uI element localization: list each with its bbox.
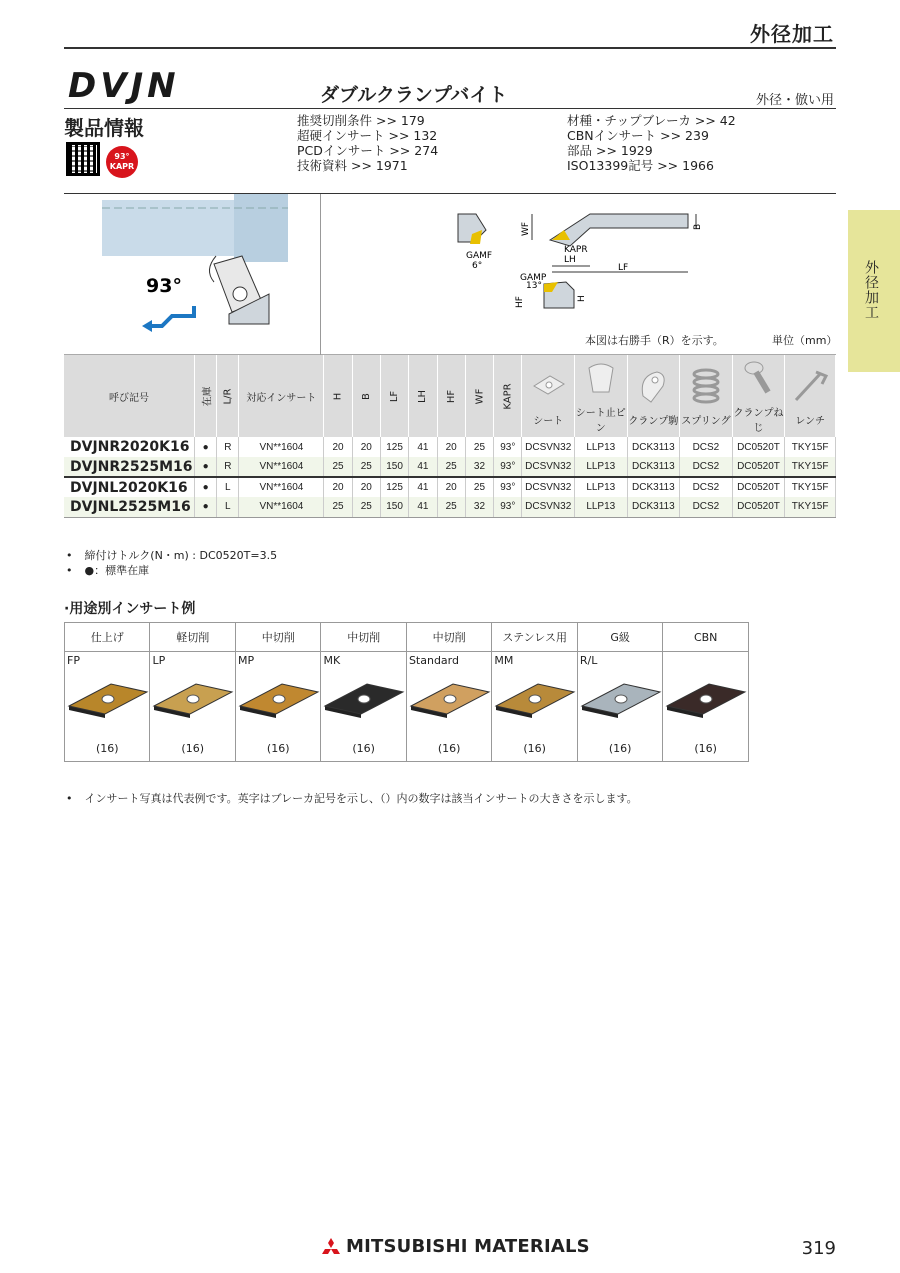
th-lf: LF [380,355,408,437]
note-stock: • ●：標準在庫 [66,563,277,578]
insert-hole [233,287,247,301]
insert-size: (16) [694,742,717,755]
link-carbide-inserts[interactable]: 超硬インサート >> 132 [297,128,438,143]
table-cell: DC0520T [732,497,785,517]
insert-size: (16) [523,742,546,755]
header-rule [64,47,836,49]
spring-icon [686,366,726,406]
table-row [64,437,836,457]
product-code: DVJN [68,66,180,106]
section-title: 外径加工 [750,22,834,46]
table-cell: 20 [437,437,465,457]
table-cell: 41 [409,437,437,457]
breaker-code: MM [494,654,514,667]
table-cell: ● [194,477,216,497]
spec-table [64,355,836,518]
kapr-badge [106,146,138,178]
designation-cell: DVJNL2020K16 [64,477,194,497]
insert-size: (16) [608,742,632,755]
table-cell: 125 [380,437,408,457]
link-parts[interactable]: 部品 >> 1929 [567,143,653,158]
h-label: H [577,295,587,302]
breaker-code: MK [323,654,341,667]
table-cell: 93° [494,477,522,497]
th-lh: LH [409,355,437,437]
insert-col-head: ステンレス用 [492,623,577,652]
angle-arc [209,256,216,282]
table-cell: DCS2 [680,477,733,497]
table-cell: DCSVN32 [522,477,575,497]
table-row [64,457,836,477]
table-cell: TKY15F [785,497,836,517]
table-cell: R [217,437,239,457]
insert-cell [406,652,491,762]
qr-code-pattern [70,146,96,172]
table-cell: LLP13 [575,457,628,477]
table-cell: 25 [465,477,493,497]
insert-photo [409,680,491,720]
insert-photo [152,680,234,720]
breaker-code: MP [237,654,255,667]
th-b: B [352,355,380,437]
insert-col-head: 軽切削 [150,623,235,652]
b-label: B [693,223,703,230]
spec-header-row [64,355,836,437]
diagram-divider [320,194,321,355]
table-cell: TKY15F [785,457,836,477]
product-usage: 外径・倣い用 [755,93,834,108]
shim-pin-icon [581,358,621,398]
mitsubishi-logo-icon [320,1238,342,1256]
table-cell: 20 [352,477,380,497]
gamp-value: 13° [526,281,542,291]
th-kapr: KAPR [494,355,522,437]
clamp-icon [633,366,673,406]
insert-header-row [65,623,749,652]
link-pcd-inserts[interactable]: PCDインサート >> 274 [297,143,439,158]
table-cell: 25 [437,497,465,517]
feed-arrow-head [142,320,152,332]
insert-cell [492,652,577,762]
table-cell: DCSVN32 [522,497,575,517]
table-cell: 150 [380,457,408,477]
insert-col-head: 中切削 [235,623,320,652]
table-cell: 41 [409,457,437,477]
hf-label: HF [515,296,525,308]
insert-col-head: CBN [663,623,749,652]
table-cell: VN**1604 [239,497,324,517]
table-cell: L [217,477,239,497]
table-cell: 125 [380,477,408,497]
table-cell: R [217,457,239,477]
feed-direction-arrow [148,306,194,326]
table-cell: LLP13 [575,477,628,497]
insert-col-head: G級 [577,623,662,652]
insert-size: (16) [95,742,119,755]
th-stock: 在庫 [194,355,216,437]
table-cell: 150 [380,497,408,517]
gamf-value: 6° [472,261,483,271]
angle-label: 93° [146,275,182,297]
machining-diagram [64,194,320,355]
table-cell: 20 [324,437,352,457]
insert-table [64,622,749,762]
insert-footnote: • インサート写真は代表例です。英字はブレーカ記号を示し、（）内の数字は該当インサートの大きさを示します。 [66,790,638,806]
table-cell: 20 [437,477,465,497]
insert-section-title: ·用途別インサート例 [64,601,196,617]
table-cell: ● [194,457,216,477]
table-cell: DCK3113 [627,497,680,517]
gamf-label: GAMF [466,251,493,261]
th-shim-pin: シート止ピン [575,355,628,437]
product-info-label: 製品情報 [64,116,144,140]
table-cell: 93° [494,457,522,477]
insert-photo [580,680,662,720]
notes [66,548,277,578]
link-cbn-inserts[interactable]: CBNインサート >> 239 [567,128,709,143]
links-right [567,113,736,173]
insert-cell [663,652,749,762]
th-wrench: レンチ [785,355,836,437]
title-rule [64,108,836,109]
table-cell: DC0520T [732,457,785,477]
table-cell: 25 [324,457,352,477]
th-clamp: クランプ駒 [627,355,680,437]
product-subtitle: ダブルクランプバイト [320,84,508,106]
insert-size: (16) [266,742,290,755]
brand-name: MITSUBISHI MATERIALS [346,1236,590,1257]
badge-label: KAPR [109,162,135,171]
table-cell: DCS2 [680,457,733,477]
lf-label: LF [618,263,629,273]
designation-cell: DVJNL2525M16 [64,497,194,517]
th-shim: シート [522,355,575,437]
designation-cell: DVJNR2525M16 [64,457,194,477]
table-row [64,497,836,517]
insert-photo [665,680,747,720]
insert-photo [238,680,320,720]
wf-label: WF [521,221,531,236]
table-cell: LLP13 [575,437,628,457]
workpiece-step [234,194,288,262]
table-cell: DCK3113 [627,457,680,477]
th-spring: スプリング [680,355,733,437]
table-cell: 32 [465,457,493,477]
table-cell: VN**1604 [239,437,324,457]
spec-body [64,437,836,517]
table-cell: 32 [465,497,493,517]
table-cell: DCK3113 [627,437,680,457]
badge-angle: 93° [114,152,130,161]
th-lr: L/R [217,355,239,437]
table-cell: DCSVN32 [522,437,575,457]
insert-cell [65,652,150,762]
table-cell: ● [194,497,216,517]
kapr-label: KAPR [564,245,588,255]
table-cell: DC0520T [732,477,785,497]
breaker-code: FP [67,654,80,667]
table-cell: 41 [409,497,437,517]
insert-cell [235,652,320,762]
side-tab-label: 外径加工 [863,260,879,320]
table-cell: 25 [352,457,380,477]
breaker-code: Standard [408,654,459,667]
table-cell: 25 [437,457,465,477]
top-view-holder [550,214,688,246]
insert-size: (16) [437,742,461,755]
table-cell: DCS2 [680,497,733,517]
designation-cell: DVJNR2020K16 [64,437,194,457]
insert-photo [67,680,149,720]
side-tab[interactable] [848,210,900,372]
table-cell: TKY15F [785,437,836,457]
table-cell: 20 [324,477,352,497]
th-hf: HF [437,355,465,437]
units-label: 単位（mm） [772,334,838,347]
note-torque: • 締付けトルク(N・m) : DC0520T=3.5 [66,548,277,563]
breaker-code: LP [152,654,166,667]
insert-photo [323,680,405,720]
table-cell: 20 [352,437,380,457]
th-screw: クランプねじ [732,355,785,437]
lh-label: LH [564,255,576,265]
breaker-code: R/L [579,654,598,667]
th-wf: WF [465,355,493,437]
handedness-note: 本図は右勝手（R）を示す。 [585,334,724,347]
table-cell: 25 [352,497,380,517]
table-cell: 93° [494,497,522,517]
screw-icon [738,358,778,398]
link-technical-data[interactable]: 技術資料 >> 1971 [297,158,408,173]
insert-col-head: 中切削 [321,623,406,652]
dimension-diagram [440,200,710,320]
link-iso13399[interactable]: ISO13399記号 >> 1966 [567,158,714,173]
table-cell: LLP13 [575,497,628,517]
gamp-label: GAMP [520,273,547,283]
insert-photo [494,680,576,720]
insert-size: (16) [352,742,375,755]
link-grades-breakers[interactable]: 材種・チップブレーカ >> 42 [567,113,736,128]
table-cell: TKY15F [785,477,836,497]
th-designation: 呼び記号 [64,355,194,437]
insert-size: (16) [181,742,205,755]
table-row [64,477,836,497]
table-cell: DCS2 [680,437,733,457]
table-cell: DCSVN32 [522,457,575,477]
table-cell: ● [194,437,216,457]
links-left [297,113,438,173]
shim-icon [528,366,568,406]
table-cell: DCK3113 [627,477,680,497]
insert-cell [577,652,662,762]
page-number: 319 [801,1238,836,1259]
table-cell: 25 [465,437,493,457]
table-cell: VN**1604 [239,457,324,477]
table-cell: 41 [409,477,437,497]
insert-body-row [65,652,749,762]
th-insert: 対応インサート [239,355,324,437]
link-cutting-conditions[interactable]: 推奨切削条件 >> 179 [297,113,425,128]
table-cell: DC0520T [732,437,785,457]
insert-col-head: 仕上げ [65,623,150,652]
insert-col-head: 中切削 [406,623,491,652]
insert-cell [321,652,406,762]
table-cell: 93° [494,437,522,457]
table-cell: L [217,497,239,517]
wrench-icon [790,366,830,406]
table-cell: 25 [324,497,352,517]
th-h: H [324,355,352,437]
insert-cell [150,652,235,762]
table-cell: VN**1604 [239,477,324,497]
